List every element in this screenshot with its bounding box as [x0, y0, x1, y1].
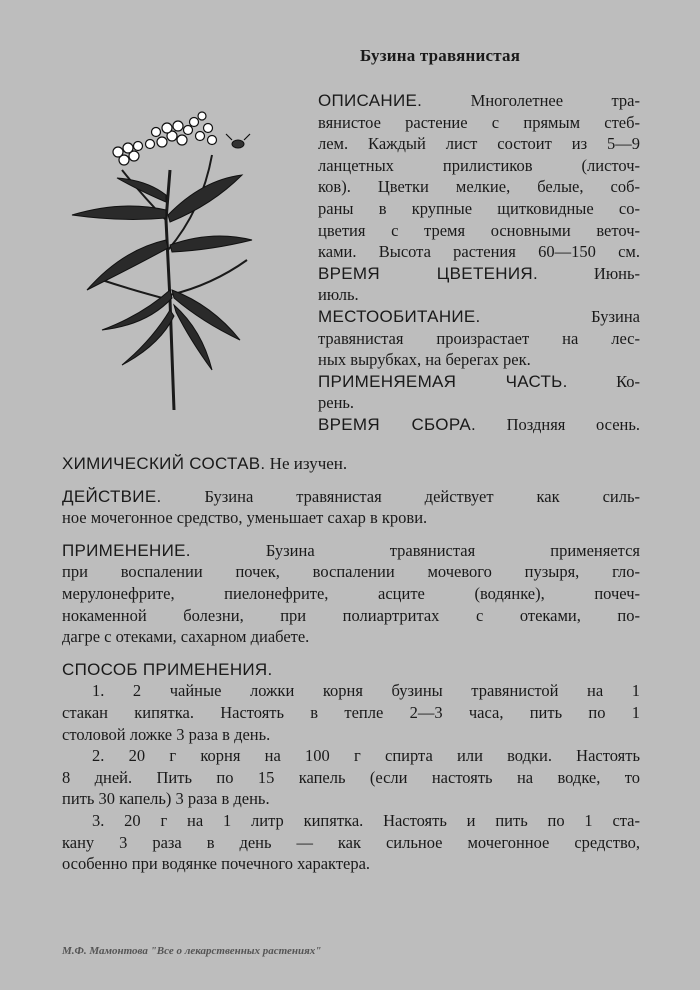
method-item-1-line: стакан кипятка. Настоять в тепле 2—3 часа, пить по 1 — [62, 702, 640, 722]
application-line: дагре с отеками, сахарном диабете. — [62, 627, 310, 647]
method-item-2-line: пить 30 капель) 3 раза в день. — [62, 789, 270, 809]
elder-plant-illustration-icon — [62, 100, 262, 420]
page-title: Бузина травянистая — [360, 46, 521, 65]
action-line: ное мочегонное средство, уменьшает сахар в крови. — [62, 508, 428, 528]
chemistry-line — [62, 453, 640, 475]
used-part-heading: ПРИМЕНЯЕМАЯ ЧАСТЬ. — [318, 371, 568, 391]
application-line: мерулонефрите, пиелонефрите, асците (водянке), почеч- — [62, 583, 640, 603]
used-part-line: рень. — [318, 393, 355, 413]
harvest-line: ВРЕМЯ СБОРА. Поздняя осень. — [318, 414, 640, 434]
harvest-heading: ВРЕМЯ СБОРА. — [318, 414, 476, 434]
description-line: ланцетных прилистиков (листоч- — [318, 155, 640, 175]
method-item-3-line: особенно при водянке почечного характера. — [62, 854, 371, 874]
flowering-heading: ВРЕМЯ ЦВЕТЕНИЯ. — [318, 263, 538, 283]
method-item-3-line: кану 3 раза в день — как сильное мочегонное средство, — [62, 832, 640, 852]
description-line: раны в крупные щитковидные со- — [318, 198, 640, 218]
method-item-1-line: 1. 2 чайные ложки корня бузины травянистой на 1 — [92, 681, 640, 701]
application-line: нокаменной болезни, при полиартритах с отеками, по- — [62, 605, 640, 625]
description-line: ками. Высота растения 60—150 см. — [318, 242, 640, 262]
main-text-block — [62, 453, 640, 875]
description-heading: ОПИСАНИЕ. — [318, 91, 423, 110]
application-heading: ПРИМЕНЕНИЕ. — [62, 540, 191, 560]
source-credit: М.Ф. Мамонтова "Все о лекарственных растениях" — [62, 945, 322, 957]
description-line: лем. Каждый лист состоит из 5—9 — [318, 134, 640, 154]
chemistry-text: Не изучен. — [269, 454, 348, 473]
description-line: ков). Цветки мелкие, белые, соб- — [318, 177, 640, 197]
flowering-line: июль. — [318, 285, 359, 305]
method-heading-line — [62, 659, 640, 681]
used-part-line: ПРИМЕНЯЕМАЯ ЧАСТЬ. Ко- — [318, 371, 640, 391]
flowering-line: ВРЕМЯ ЦВЕТЕНИЯ. Июнь- — [318, 263, 640, 283]
method-item-2-line: 8 дней. Пить по 15 капель (если настоять на водке, то — [62, 767, 640, 787]
application-line: при воспалении почек, воспалении мочевого пузыря, гло- — [62, 562, 640, 582]
description-line: вянистое растение с прямым стеб- — [318, 112, 640, 132]
habitat-line: ных вырубках, на берегах рек. — [318, 350, 531, 370]
method-item-3-line: 3. 20 г на 1 литр кипятка. Настоять и пить по 1 ста- — [92, 810, 640, 830]
action-heading: ДЕЙСТВИЕ. — [62, 486, 162, 506]
habitat-line: МЕСТООБИТАНИЕ. Бузина — [318, 306, 640, 326]
description-line: ОПИСАНИЕ. Многолетнее тра- — [318, 91, 640, 110]
method-item-1-line: столовой ложке 3 раза в день. — [62, 724, 271, 744]
description-line: цветия с тремя основными веточ- — [318, 220, 640, 240]
habitat-line: травянистая произрастает на лес- — [318, 328, 640, 348]
habitat-heading: МЕСТООБИТАНИЕ. — [318, 306, 481, 326]
description-block — [318, 90, 640, 436]
method-item-2-line: 2. 20 г корня на 100 г спирта или водки. Настоять — [92, 746, 640, 766]
method-heading: СПОСОБ ПРИМЕНЕНИЯ. — [62, 659, 273, 679]
action-line: ДЕЙСТВИЕ. Бузина травянистая действует как силь- — [62, 486, 640, 506]
chemistry-heading: ХИМИЧЕСКИЙ СОСТАВ. — [62, 454, 266, 473]
application-line: ПРИМЕНЕНИЕ. Бузина травянистая применяется — [62, 540, 640, 560]
